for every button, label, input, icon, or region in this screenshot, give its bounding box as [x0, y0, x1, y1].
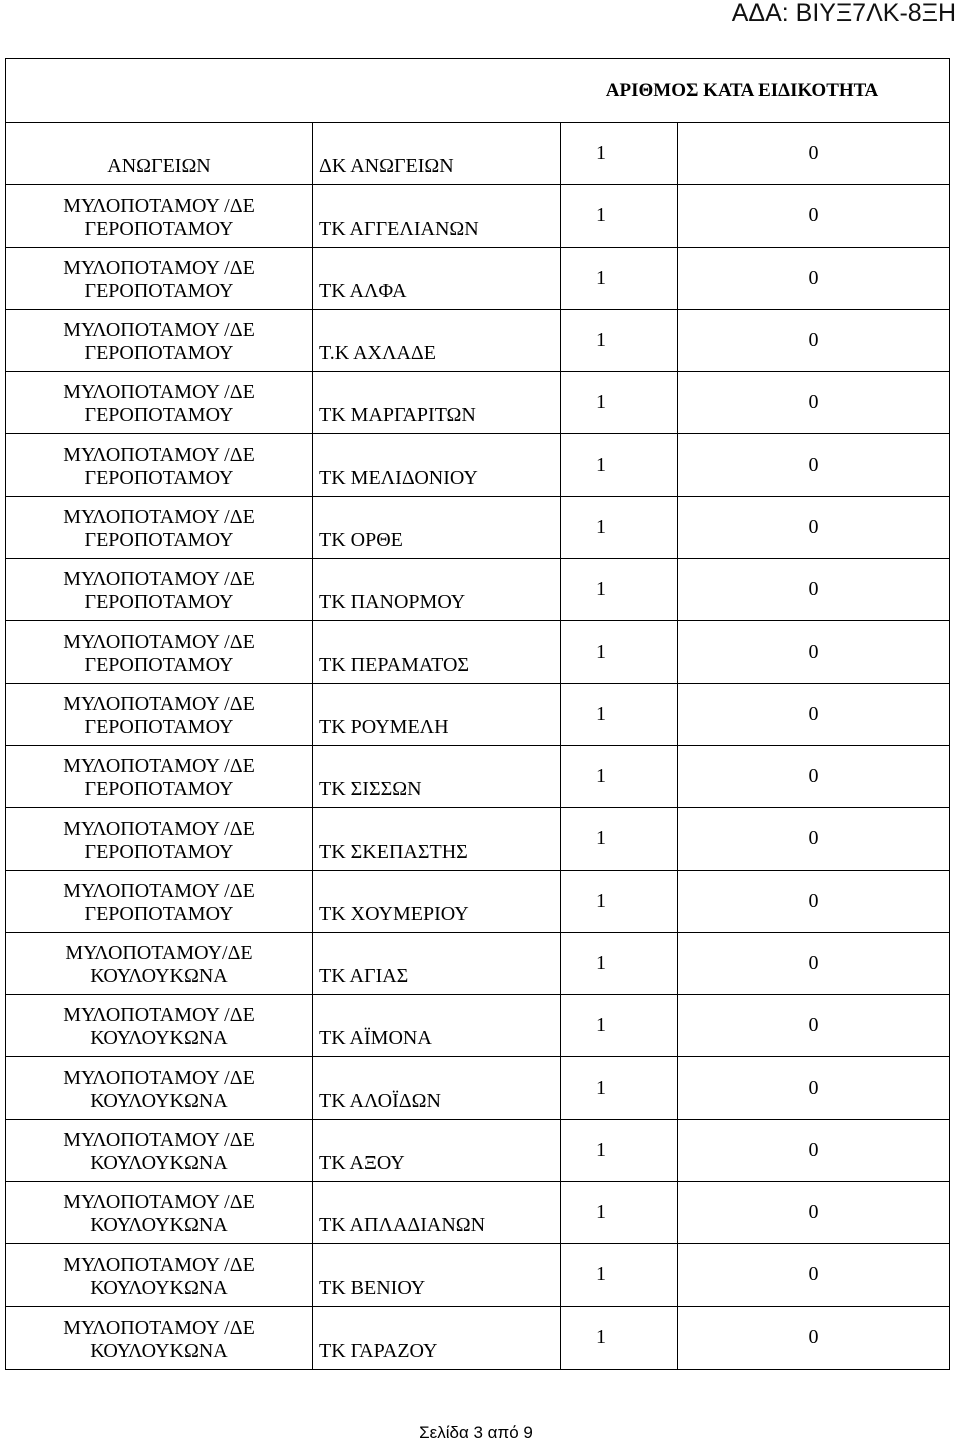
- second-count-cell: 0: [808, 1138, 819, 1161]
- second-count-cell: 0: [808, 1201, 819, 1224]
- community-cell: ΤΚ ΡΟΥΜΕΛΗ: [313, 684, 561, 745]
- table-row: [6, 434, 949, 496]
- community-cell: ΤΚ ΜΕΛΙΔΟΝΙΟΥ: [313, 434, 561, 495]
- second-count-cell: 0: [808, 889, 819, 912]
- community-cell: ΤΚ ΣΙΣΣΩΝ: [313, 746, 561, 807]
- first-count-cell: 1: [561, 185, 678, 246]
- community-cell: ΤΚ ΓΑΡΑΖΟΥ: [313, 1307, 561, 1369]
- second-count-cell: 0: [808, 702, 819, 725]
- area-cell: ΜΥΛΟΠΟΤΑΜΟΥ /ΔΕ ΚΟΥΛΟΥΚΩΝΑ: [6, 995, 313, 1056]
- community-cell: ΤΚ ΑΛΦΑ: [313, 248, 561, 309]
- area-cell: ΜΥΛΟΠΟΤΑΜΟΥ /ΔΕ ΓΕΡΟΠΟΤΑΜΟΥ: [6, 621, 313, 682]
- community-cell: ΤΚ ΑΞΟΥ: [313, 1120, 561, 1181]
- community-cell: ΔΚ ΑΝΩΓΕΙΩΝ: [313, 123, 561, 184]
- first-count-cell: 1: [561, 933, 678, 994]
- first-count-cell: 1: [561, 1244, 678, 1305]
- table-row: [6, 123, 949, 185]
- second-count-cell: 0: [808, 827, 819, 850]
- community-cell: ΤΚ ΠΕΡΑΜΑΤΟΣ: [313, 621, 561, 682]
- specialty-table: [5, 58, 950, 1370]
- area-cell: ΜΥΛΟΠΟΤΑΜΟΥ /ΔΕ ΓΕΡΟΠΟΤΑΜΟΥ: [6, 310, 313, 371]
- area-cell: ΜΥΛΟΠΟΤΑΜΟΥ /ΔΕ ΚΟΥΛΟΥΚΩΝΑ: [6, 1057, 313, 1118]
- area-cell: ΜΥΛΟΠΟΤΑΜΟΥ /ΔΕ ΓΕΡΟΠΟΤΑΜΟΥ: [6, 248, 313, 309]
- first-count-cell: 1: [561, 248, 678, 309]
- table-row: [6, 995, 949, 1057]
- table-row: [6, 1182, 949, 1244]
- first-count-cell: 1: [561, 621, 678, 682]
- first-count-cell: 1: [561, 1182, 678, 1243]
- second-count-cell: 0: [808, 142, 819, 165]
- community-cell: ΤΚ ΑΓΓΕΛΙΑΝΩΝ: [313, 185, 561, 246]
- area-cell: ΜΥΛΟΠΟΤΑΜΟΥ /ΔΕ ΓΕΡΟΠΟΤΑΜΟΥ: [6, 185, 313, 246]
- table-header-row: [6, 59, 949, 123]
- second-count-cell: 0: [808, 391, 819, 414]
- area-cell: ΜΥΛΟΠΟΤΑΜΟΥ /ΔΕ ΚΟΥΛΟΥΚΩΝΑ: [6, 1307, 313, 1369]
- second-count-cell: 0: [808, 329, 819, 352]
- second-count-cell: 0: [808, 204, 819, 227]
- area-cell: ΜΥΛΟΠΟΤΑΜΟΥ /ΔΕ ΓΕΡΟΠΟΤΑΜΟΥ: [6, 434, 313, 495]
- community-cell: ΤΚ ΧΟΥΜΕΡΙΟΥ: [313, 871, 561, 932]
- ada-code: ΑΔΑ: ΒΙΥΞ7ΛΚ-8ΞΗ: [731, 0, 956, 27]
- community-cell: ΤΚ ΑΪΜΟΝΑ: [313, 995, 561, 1056]
- area-cell: ΜΥΛΟΠΟΤΑΜΟΥ /ΔΕ ΚΟΥΛΟΥΚΩΝΑ: [6, 1182, 313, 1243]
- first-count-cell: 1: [561, 995, 678, 1056]
- community-cell: ΤΚ ΑΓΙΑΣ: [313, 933, 561, 994]
- area-cell: ΜΥΛΟΠΟΤΑΜΟΥ /ΔΕ ΓΕΡΟΠΟΤΑΜΟΥ: [6, 684, 313, 745]
- community-cell: ΤΚ ΜΑΡΓΑΡΙΤΩΝ: [313, 372, 561, 433]
- first-count-cell: 1: [561, 871, 678, 932]
- table-row: [6, 808, 949, 870]
- first-count-cell: 1: [561, 1057, 678, 1118]
- community-cell: ΤΚ ΑΠΛΑΔΙΑΝΩΝ: [313, 1182, 561, 1243]
- table-row: [6, 310, 949, 372]
- table-row: [6, 933, 949, 995]
- table-row: [6, 497, 949, 559]
- community-cell: Τ.Κ ΑΧΛΑΔΕ: [313, 310, 561, 371]
- table-row: [6, 248, 949, 310]
- community-cell: ΤΚ ΟΡΘΕ: [313, 497, 561, 558]
- area-cell: ΜΥΛΟΠΟΤΑΜΟΥ /ΔΕ ΓΕΡΟΠΟΤΑΜΟΥ: [6, 871, 313, 932]
- second-count-cell: 0: [808, 952, 819, 974]
- area-cell: ΜΥΛΟΠΟΤΑΜΟΥ /ΔΕ ΚΟΥΛΟΥΚΩΝΑ: [6, 1244, 313, 1305]
- second-count-cell: 0: [808, 1076, 819, 1099]
- table-row: [6, 621, 949, 683]
- second-count-cell: 0: [808, 1326, 819, 1349]
- first-count-cell: 1: [561, 372, 678, 433]
- table-row: [6, 559, 949, 621]
- table-row: [6, 1057, 949, 1119]
- second-count-cell: 0: [808, 765, 819, 788]
- second-count-cell: 0: [808, 578, 819, 601]
- page-number: Σελίδα 3 από 9: [419, 1423, 533, 1442]
- area-cell: ΜΥΛΟΠΟΤΑΜΟΥ/ΔΕ ΚΟΥΛΟΥΚΩΝΑ: [6, 933, 313, 994]
- table-title: ΑΡΙΘΜΟΣ ΚΑΤΑ ΕΙΔΙΚΟΤΗΤΑ: [605, 79, 879, 101]
- area-cell: ΜΥΛΟΠΟΤΑΜΟΥ /ΔΕ ΓΕΡΟΠΟΤΑΜΟΥ: [6, 497, 313, 558]
- table-row: [6, 1120, 949, 1182]
- second-count-cell: 0: [808, 1014, 819, 1037]
- community-cell: ΤΚ ΣΚΕΠΑΣΤΗΣ: [313, 808, 561, 869]
- area-cell: ΜΥΛΟΠΟΤΑΜΟΥ /ΔΕ ΓΕΡΟΠΟΤΑΜΟΥ: [6, 746, 313, 807]
- table-row: [6, 746, 949, 808]
- first-count-cell: 1: [561, 123, 678, 184]
- community-cell: ΤΚ ΒΕΝΙΟΥ: [313, 1244, 561, 1305]
- first-count-cell: 1: [561, 684, 678, 745]
- first-count-cell: 1: [561, 746, 678, 807]
- second-count-cell: 0: [808, 266, 819, 289]
- area-cell: ΜΥΛΟΠΟΤΑΜΟΥ /ΔΕ ΓΕΡΟΠΟΤΑΜΟΥ: [6, 808, 313, 869]
- first-count-cell: 1: [561, 808, 678, 869]
- first-count-cell: 1: [561, 1307, 678, 1369]
- area-cell: ΑΝΩΓΕΙΩΝ: [6, 123, 313, 184]
- area-cell: ΜΥΛΟΠΟΤΑΜΟΥ /ΔΕ ΓΕΡΟΠΟΤΑΜΟΥ: [6, 372, 313, 433]
- first-count-cell: 1: [561, 434, 678, 495]
- first-count-cell: 1: [561, 310, 678, 371]
- first-count-cell: 1: [561, 559, 678, 620]
- table-row: [6, 185, 949, 247]
- second-count-cell: 0: [808, 640, 819, 663]
- table-row: [6, 871, 949, 933]
- second-count-cell: 0: [808, 453, 819, 476]
- community-cell: ΤΚ ΠΑΝΟΡΜΟΥ: [313, 559, 561, 620]
- area-cell: ΜΥΛΟΠΟΤΑΜΟΥ /ΔΕ ΚΟΥΛΟΥΚΩΝΑ: [6, 1120, 313, 1181]
- second-count-cell: 0: [808, 515, 819, 538]
- second-count-cell: 0: [808, 1263, 819, 1286]
- community-cell: ΤΚ ΑΛΟΪΔΩΝ: [313, 1057, 561, 1118]
- table-row: [6, 1244, 949, 1306]
- table-row: [6, 1307, 949, 1369]
- first-count-cell: 1: [561, 497, 678, 558]
- table-row: [6, 684, 949, 746]
- table-row: [6, 372, 949, 434]
- first-count-cell: 1: [561, 1120, 678, 1181]
- area-cell: ΜΥΛΟΠΟΤΑΜΟΥ /ΔΕ ΓΕΡΟΠΟΤΑΜΟΥ: [6, 559, 313, 620]
